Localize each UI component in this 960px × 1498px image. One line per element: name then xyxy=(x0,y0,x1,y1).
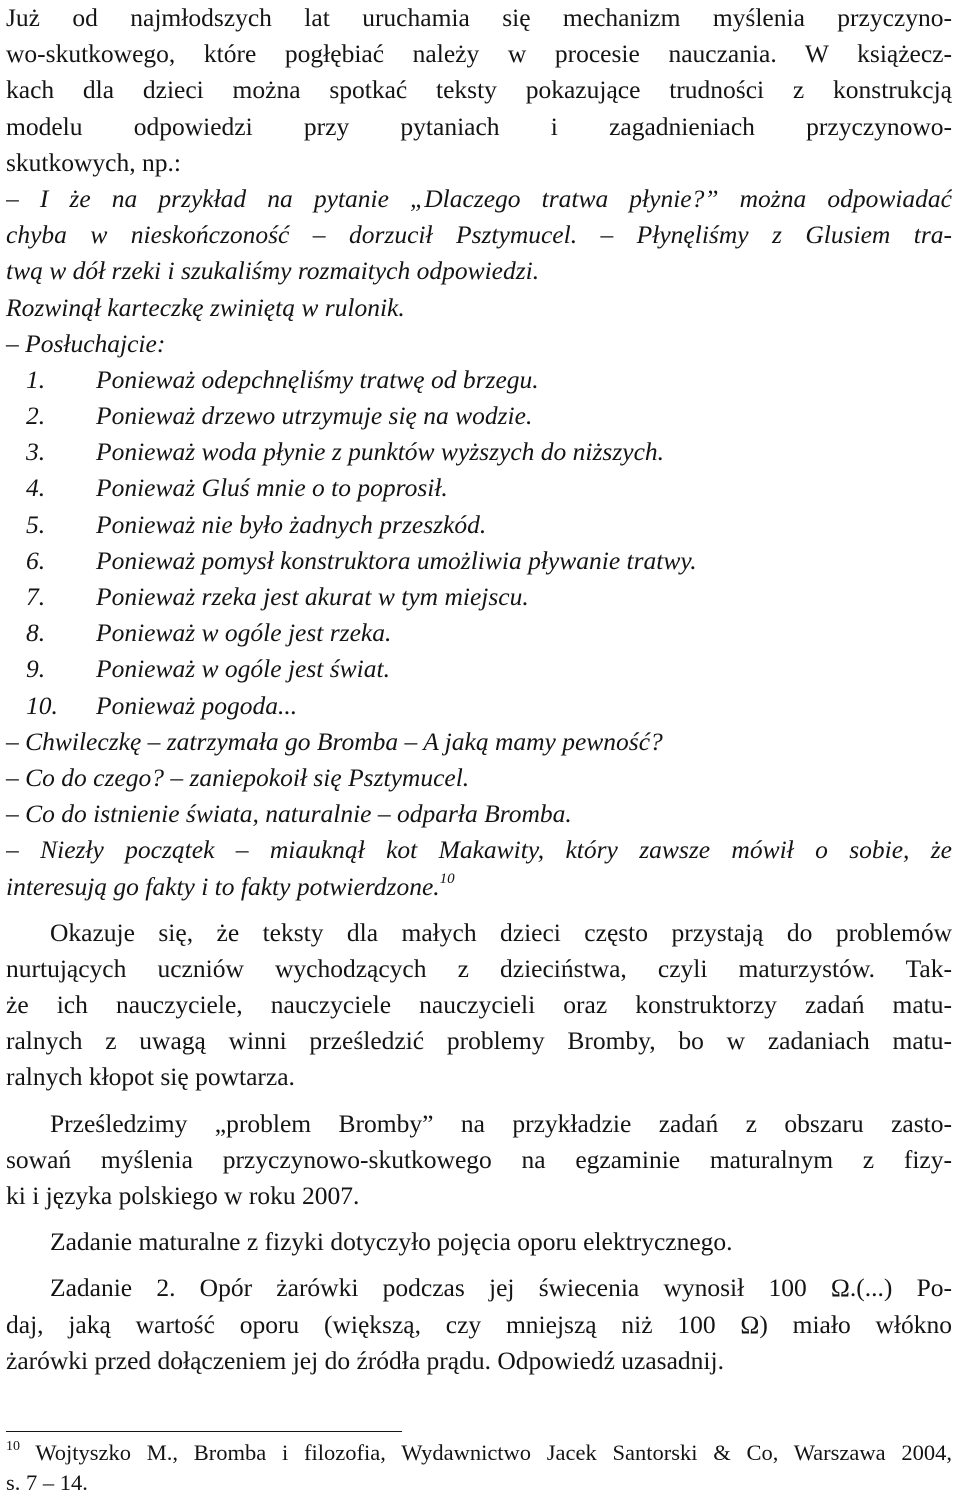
list-number: 7. xyxy=(26,582,46,611)
intro-line: modelu odpowiedzi przy pytaniach i zagadnieniach przyczynowo- xyxy=(6,111,952,141)
paragraph-line: ralnych kłopot się powtarza. xyxy=(6,1062,295,1092)
list-number: 5. xyxy=(26,509,46,539)
list-text: Ponieważ nie było żadnych przeszkód. xyxy=(96,509,487,539)
list-number: 2. xyxy=(26,401,46,431)
list-item xyxy=(6,543,952,579)
paragraph-line: Okazuje się, że teksty dla małych dzieci często przystają do problemów xyxy=(50,917,952,947)
footnote-line: s. 7 – 14. xyxy=(6,1470,88,1495)
list-text: Ponieważ pogoda... xyxy=(96,690,298,720)
footnote-number: 10 xyxy=(6,1439,20,1454)
list-item xyxy=(6,507,952,543)
task-line: żarówki przed dołączeniem jej do źródła prądu. Odpowiedź uzasadnij. xyxy=(6,1345,724,1375)
dialogue-line xyxy=(6,869,952,905)
paragraph-line: ki i języka polskiego w roku 2007. xyxy=(6,1181,360,1210)
list-number: 4. xyxy=(26,473,46,503)
paragraph-line: Zadanie maturalne z fizyki dotyczyło pojęcia oporu elektrycznego. xyxy=(50,1227,733,1257)
footnote-separator xyxy=(6,1431,402,1432)
task-line: Zadanie 2. Opór żarówki podczas jej świecenia wynosił 100 Ω.(...) Po- xyxy=(50,1273,952,1303)
intro-line: skutkowych, np.: xyxy=(6,147,181,177)
footnote-line xyxy=(6,1438,952,1468)
list-number: 3. xyxy=(26,437,46,467)
body-text xyxy=(6,0,952,1379)
task-line: daj, jaką wartość oporu (większą, czy mniejszą niż 100 Ω) miało włókno xyxy=(6,1309,952,1339)
dialogue-last-text: interesują go fakty i to fakty potwierdzone. xyxy=(6,871,440,901)
list-number: 9. xyxy=(26,654,46,684)
list-number: 1. xyxy=(26,364,46,394)
list-text: Ponieważ woda płynie z punktów wyższych do niższych. xyxy=(96,437,665,467)
list-text: Ponieważ rzeka jest akurat w tym miejscu. xyxy=(96,582,529,611)
list-item xyxy=(6,470,952,506)
footnote-reference[interactable]: 10 xyxy=(439,870,455,887)
list-number: 10. xyxy=(26,690,58,720)
list-item xyxy=(6,398,952,434)
paragraph-line: nurtujących uczniów wychodzących z dzieciństwa, czyli maturzystów. Tak- xyxy=(6,953,952,983)
paragraph-line: że ich nauczyciele, nauczyciele nauczycieli oraz konstruktorzy zadań matu- xyxy=(6,990,952,1020)
list-item xyxy=(6,434,952,470)
intro-line: wo-skutkowego, które pogłębiać należy w procesie nauczania. W książecz- xyxy=(6,39,952,69)
dialogue-line: – Co do czego? – zaniepokoił się Psztymucel. xyxy=(6,762,470,792)
list-text: Ponieważ w ogóle jest świat. xyxy=(96,654,390,684)
intro-line: kach dla dzieci można spotkać teksty pokazujące trudności z konstrukcją xyxy=(6,75,952,105)
footnote-text: Wojtyszko M., Bromba i filozofia, Wydawnictwo Jacek Santorski & Co, Warszawa 2004, xyxy=(35,1440,952,1465)
reasons-list xyxy=(6,362,952,724)
list-item xyxy=(6,688,952,724)
list-item xyxy=(6,615,952,651)
list-number: 6. xyxy=(26,545,46,575)
quote-line: – I że na przykład na pytanie „Dlaczego tratwa płynie?” można odpowiadać xyxy=(6,183,952,213)
list-item xyxy=(6,579,952,615)
paragraph-line: ralnych z uwagą winni prześledzić problemy Bromby, bo w zadaniach matu- xyxy=(6,1026,952,1056)
intro-line: Już od najmłodszych lat uruchamia się mechanizm myślenia przyczyno- xyxy=(6,3,952,32)
list-text: Ponieważ drzewo utrzymuje się na wodzie. xyxy=(96,401,533,431)
dialogue-line: – Co do istnienie świata, naturalnie – odparła Bromba. xyxy=(6,799,572,829)
list-text: Ponieważ Gluś mnie o to poprosił. xyxy=(96,473,448,503)
list-text: Ponieważ pomysł konstruktora umożliwia pływanie tratwy. xyxy=(96,545,697,575)
quote-line: twą w dół rzeki i szukaliśmy rozmaitych odpowiedzi. xyxy=(6,256,540,286)
list-text: Ponieważ odepchnęliśmy tratwę od brzegu. xyxy=(96,364,539,394)
list-item xyxy=(6,362,952,398)
quote-line: chyba w nieskończoność – dorzucił Psztymucel. – Płynęliśmy z Glusiem tra- xyxy=(6,220,952,250)
dialogue-line: – Chwileczkę – zatrzymała go Bromba – A jaką mamy pewność? xyxy=(6,726,663,756)
footnote xyxy=(6,1438,952,1498)
paragraph-line: Prześledzimy „problem Bromby” na przykładzie zadań z obszaru zasto- xyxy=(50,1108,952,1138)
quote-line: – Posłuchajcie: xyxy=(6,328,166,358)
list-number: 8. xyxy=(26,618,46,648)
paragraph-line: sowań myślenia przyczynowo-skutkowego na egzaminie maturalnym z fizy- xyxy=(6,1144,952,1174)
quote-line: Rozwinął karteczkę zwiniętą w rulonik. xyxy=(6,292,405,322)
list-text: Ponieważ w ogóle jest rzeka. xyxy=(96,618,392,648)
dialogue-line: – Niezły początek – miauknął kot Makawity, który zawsze mówił o sobie, że xyxy=(6,835,952,865)
list-item xyxy=(6,651,952,687)
